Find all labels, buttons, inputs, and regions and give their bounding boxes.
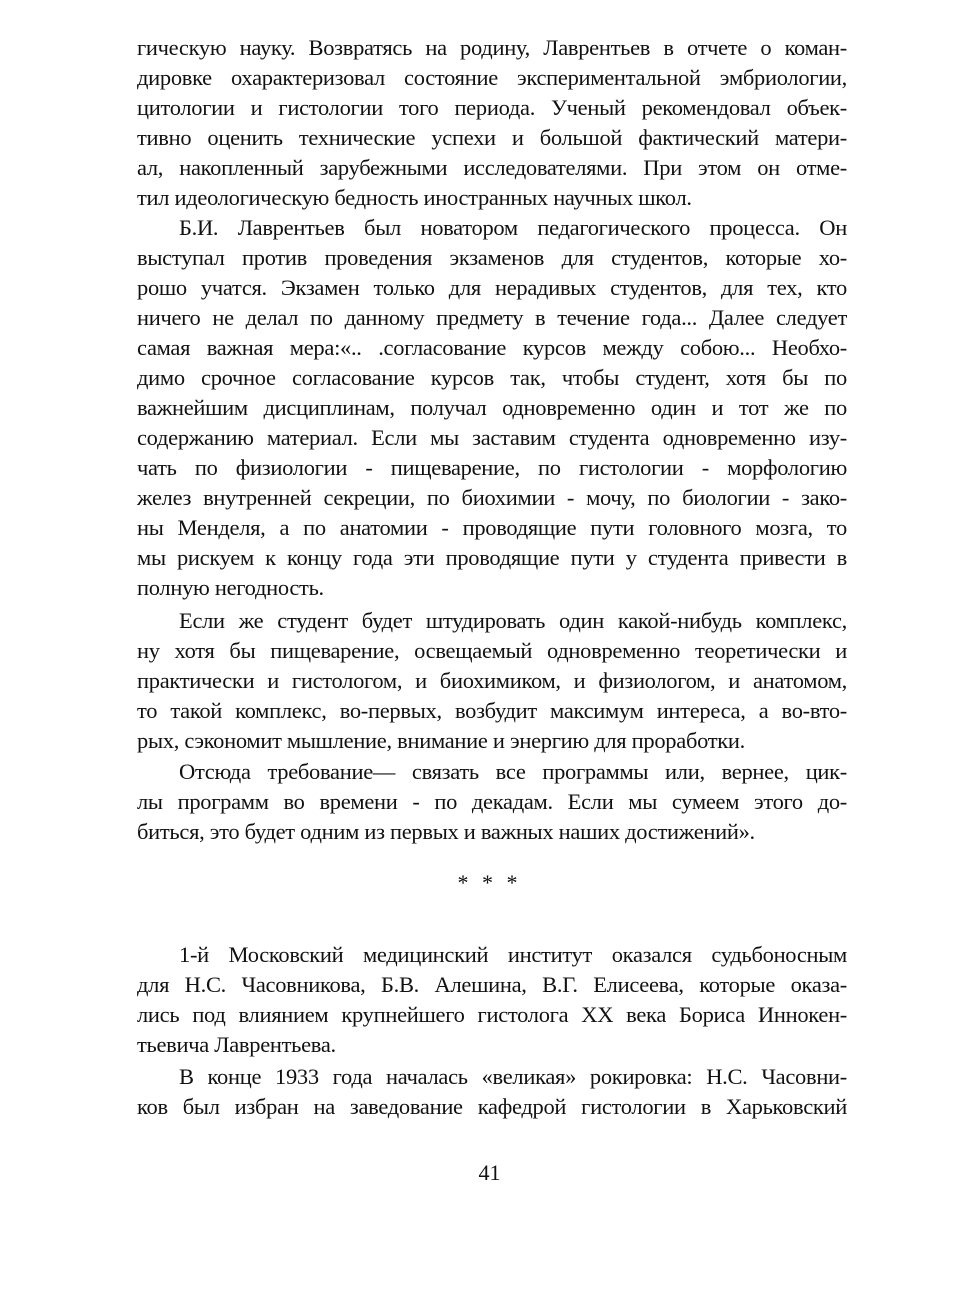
page-number: 41 [478,1160,501,1185]
section-separator: * * * [457,870,522,895]
text-line: полную негодность. [137,575,324,600]
text-line: для Н.С. Часовникова, Б.В. Алешина, В.Г. Елисеева, которые оказа- [137,972,847,997]
text-line: тьевича Лаврентьева. [137,1032,336,1057]
text-line: лы программ во времени - по декадам. Если мы сумеем этого до- [137,789,847,814]
text-line: содержанию материал. Если мы заставим студента одновременно изу- [137,425,847,450]
text-line: выступал против проведения экзаменов для студентов, которые хо- [137,245,847,270]
text-line: лись под влиянием крупнейшего гистолога XX века Бориса Иннокен- [137,1002,847,1027]
text-line: В конце 1933 года началась «великая» рокировка: Н.С. Часовни- [179,1064,847,1089]
text-line: тивно оценить технические успехи и большой фактический матери- [137,125,847,150]
text-line: ны Менделя, а по анатомии - проводящие пути головного мозга, то [137,515,847,540]
text-line: ну хотя бы пищеварение, освещаемый одновременно теоретически и [137,638,847,663]
text-line: гическую науку. Возвратясь на родину, Лаврентьев в отчете о коман- [137,35,847,60]
text-line: димо срочное согласование курсов так, чтобы студент, хотя бы по [137,365,847,390]
text-line: желез внутренней секреции, по биохимии - мочу, по биологии - зако- [137,485,847,510]
text-line: тил идеологическую бедность иностранных научных школ. [137,185,692,210]
text-line: Отсюда требование— связать все программы или, вернее, цик- [179,759,847,784]
text-line: рошо учатся. Экзамен только для нерадивых студентов, для тех, кто [137,275,847,300]
text-line: мы рискуем к концу года эти проводящие пути у студента привести в [137,545,847,570]
text-line: 1-й Московский медицинский институт оказался судьбоносным [179,942,847,967]
text-line: Если же студент будет штудировать один какой-нибудь комплекс, [179,608,847,633]
text-line: то такой комплекс, во-первых, возбудит максимум интереса, а во-вто- [137,698,847,723]
text-line: биться, это будет одним из первых и важных наших достижений». [137,819,755,844]
text-line: ничего не делал по данному предмету в течение года... Далее следует [137,305,847,330]
text-line: ков был избран на заведование кафедрой гистологии в Харьковский [137,1094,847,1119]
text-line: важнейшим дисциплинам, получал одновременно один и тот же по [137,395,847,420]
text-line: дировке охарактеризовал состояние экспериментальной эмбриологии, [137,65,847,90]
text-line: самая важная мера:«.. .согласование курсов между собою... Необхо- [137,335,847,360]
text-line: цитологии и гистологии того периода. Ученый рекомендовал объек- [137,95,847,120]
text-line: практически и гистологом, и биохимиком, и физиологом, и анатомом, [137,668,847,693]
text-line: ал, накопленный зарубежными исследователями. При этом он отме- [137,155,847,180]
text-line: Б.И. Лаврентьев был новатором педагогического процесса. Он [179,215,847,240]
text-line: чать по физиологии - пищеварение, по гистологии - морфологию [137,455,847,480]
text-line: рых, сэкономит мышление, внимание и энергию для проработки. [137,728,745,753]
